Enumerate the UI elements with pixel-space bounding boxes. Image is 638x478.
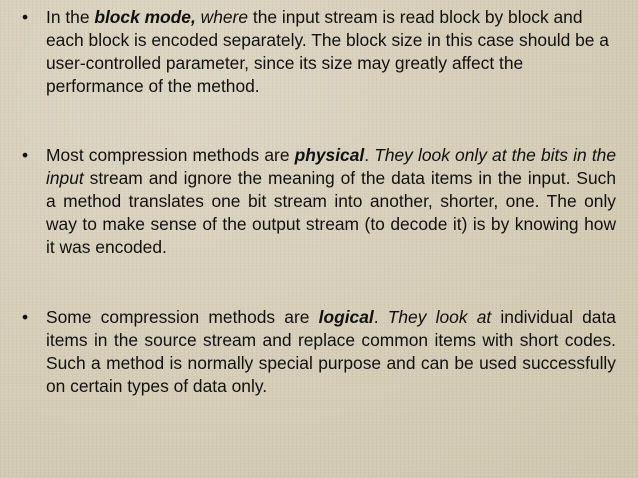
text-segment: stream and ignore the meaning of the data items in the input. Such a method translates one bit stream into another, shorter, one. The only way to make sense of the output stream (to decode it) is by knowing how it was encoded. (46, 168, 616, 257)
bullet-logical (22, 306, 616, 398)
bullet-dot: • (22, 7, 29, 27)
emphasis-look-at: They look at (387, 307, 492, 327)
text-segment: the input stream is read block by block and each block is encoded separately. The block size in this case should be a user-controlled parameter, since its size may greatly affect the performance of the method. (46, 7, 609, 96)
bullet-text (46, 6, 616, 98)
bullet-text (46, 144, 616, 259)
text-segment: . (364, 145, 375, 165)
bullet-dot: • (22, 145, 29, 165)
bullet-text (46, 306, 616, 398)
bullet-physical (22, 144, 616, 259)
emphasis-look-only: They look only at the bits in the input (46, 145, 617, 188)
text-segment: individual data items in the source stream and replace common items with short codes. Such a method is normally special purpose and can be used successfully on certain types of data only. (46, 307, 616, 396)
text-segment: Some compression methods are (46, 307, 319, 327)
bullet-dot: • (22, 307, 29, 327)
text-segment: Most compression methods are (46, 145, 295, 165)
emphasis-block-mode: block mode, (94, 7, 196, 27)
emphasis-where: where (200, 7, 249, 27)
bullet-block-mode (22, 6, 616, 98)
text-segment: In the (46, 7, 95, 27)
emphasis-logical: logical (318, 307, 374, 327)
text-segment: . (373, 307, 388, 327)
emphasis-physical: physical (294, 145, 365, 165)
